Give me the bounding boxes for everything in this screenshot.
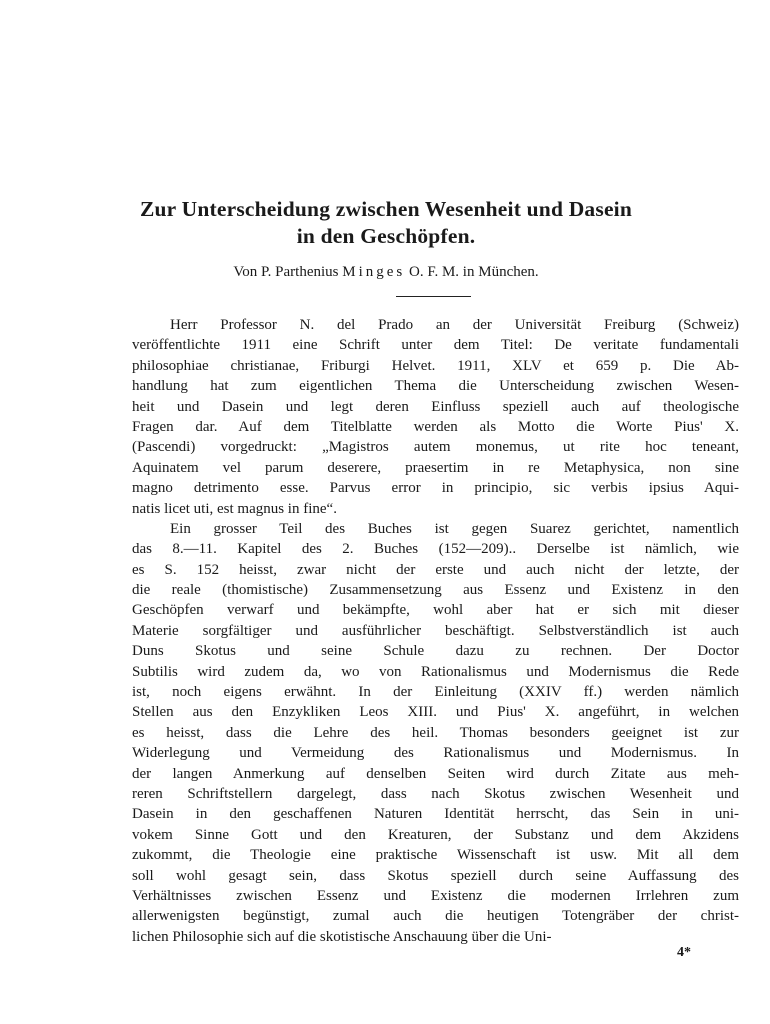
body-line: Fragen dar. Auf dem Titelblatte werden als Motto die Worte Pius' X. bbox=[132, 418, 739, 435]
body-line: Duns Skotus und seine Schule dazu zu rechnen. Der Doctor bbox=[132, 643, 739, 660]
body-line: veröffentlichte 1911 eine Schrift unter dem Titel: De veritate fundamentali bbox=[132, 337, 739, 354]
body-line: ist, noch eigens erwähnt. In der Einleitung (XXIV ff.) werden nämlich bbox=[132, 684, 739, 701]
body-line: vokem Sinne Gott und den Kreaturen, der Substanz und dem Akzidens bbox=[132, 826, 739, 843]
body-line: reren Schriftstellern dargelegt, dass nach Skotus zwischen Wesenheit und bbox=[132, 785, 739, 802]
body-line: philosophiae christianae, Friburgi Helvet. 1911, XLV et 659 p. Die Ab- bbox=[132, 357, 739, 374]
page-number: 4* bbox=[677, 945, 691, 960]
body-line: heit und Dasein und legt deren Einfluss speziell auch auf theologische bbox=[132, 398, 739, 415]
article-title bbox=[110, 196, 662, 250]
body-line: Herr Professor N. del Prado an der Universität Freiburg (Schweiz) bbox=[170, 317, 739, 333]
body-line: allerwenigsten begünstigt, zumal auch die heutigen Totengräber der christ- bbox=[132, 908, 739, 925]
body-line: der langen Anmerkung auf denselben Seiten wird durch Zitate aus meh- bbox=[132, 765, 739, 782]
body-line: Widerlegung und Vermeidung des Rationalismus und Modernismus. In bbox=[132, 745, 739, 762]
byline-suffix: O. F. M. in München. bbox=[405, 264, 539, 280]
body-line: Verhältnisses zwischen Essenz und Existenz die modernen Irrlehren zum bbox=[132, 887, 739, 904]
byline-prefix: Von P. Parthenius bbox=[233, 264, 343, 280]
title-line-2: in den Geschöpfen. bbox=[296, 224, 476, 248]
body-line: die reale (thomistische) Zusammensetzung aus Essenz und Existenz in den bbox=[132, 582, 739, 599]
title-divider bbox=[396, 296, 471, 297]
author-name: Minges bbox=[342, 264, 406, 280]
body-text bbox=[132, 315, 739, 947]
body-line: magno detrimento esse. Parvus error in principio, sic verbis ipsius Aqui- bbox=[132, 480, 739, 497]
body-line: soll wohl gesagt sein, dass Skotus speziell durch seine Auffassung des bbox=[132, 867, 739, 884]
body-line: es heisst, dass die Lehre des heil. Thomas besonders geeignet ist zur bbox=[132, 724, 739, 741]
title-line-1: Zur Unterscheidung zwischen Wesenheit und Dasein bbox=[139, 197, 633, 221]
body-line: Geschöpfen verwarf und bekämpfte, wohl aber hat er sich mit dieser bbox=[132, 602, 739, 619]
body-line: Ein grosser Teil des Buches ist gegen Suarez gerichtet, namentlich bbox=[170, 520, 739, 537]
body-line: handlung hat zum eigentlichen Thema die Unterscheidung zwischen Wesen- bbox=[132, 378, 739, 395]
body-line: es S. 152 heisst, zwar nicht der erste und auch nicht der letzte, der bbox=[132, 561, 739, 578]
body-line: Aquinatem vel parum deserere, praesertim in re Metaphysica, non sine bbox=[132, 459, 739, 476]
body-line: natis licet uti, est magnus in fine“. bbox=[132, 500, 337, 517]
body-line: das 8.—11. Kapitel des 2. Buches (152—209).. Derselbe ist nämlich, wie bbox=[132, 541, 739, 558]
body-line: Subtilis wird zudem da, wo von Rationalismus und Modernismus die Rede bbox=[132, 663, 739, 680]
body-line: lichen Philosophie sich auf die skotistische Anschauung über die Uni- bbox=[132, 928, 552, 945]
body-line: Dasein in den geschaffenen Naturen Identität herrscht, das Sein in uni- bbox=[132, 806, 739, 823]
body-line: Materie sorgfältiger und ausführlicher beschäftigt. Selbstverständlich ist auch bbox=[132, 622, 739, 639]
body-line: Stellen aus den Enzykliken Leos XIII. und Pius' X. angeführt, in welchen bbox=[132, 704, 739, 721]
body-line: zukommt, die Theologie eine praktische Wissenschaft ist usw. Mit all dem bbox=[132, 847, 739, 864]
body-line: (Pascendi) vorgedruckt: „Magistros autem monemus, ut rite hoc teneant, bbox=[132, 439, 739, 456]
author-byline bbox=[110, 262, 662, 282]
